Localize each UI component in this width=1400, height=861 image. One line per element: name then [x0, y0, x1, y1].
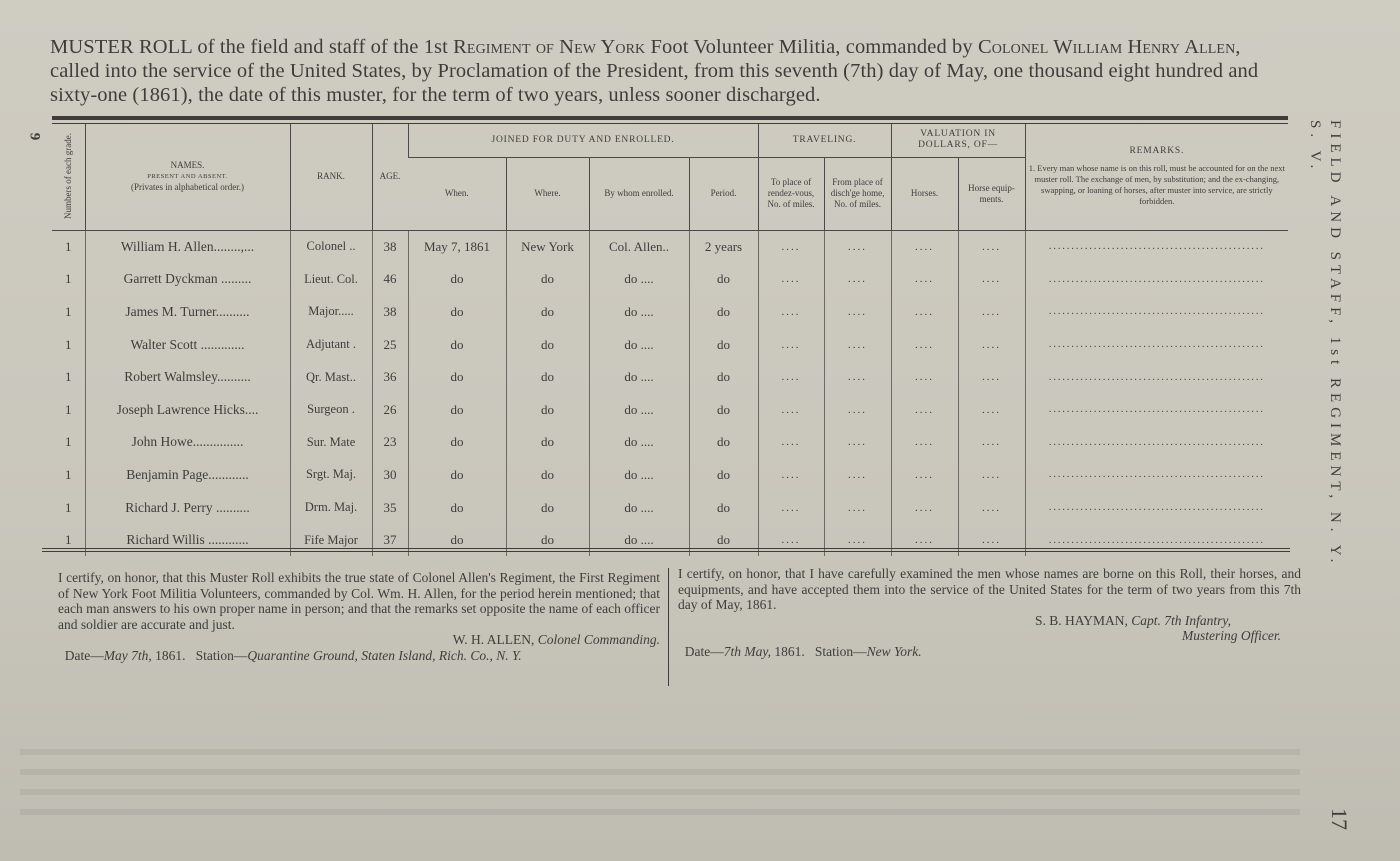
cell-horse-equipments: .... — [958, 230, 1025, 263]
cell-where: do — [506, 296, 589, 329]
cell-age: 23 — [372, 426, 408, 459]
header-valuation: VALUATION IN DOLLARS, OF— — [891, 124, 1025, 157]
cell-period: do — [689, 328, 758, 361]
cell-horse-equipments: .... — [958, 328, 1025, 361]
page-number: 9 — [26, 132, 43, 141]
header-to-place: To place of rendez-vous, No. of miles. — [758, 157, 824, 230]
cell-when: do — [408, 491, 506, 524]
header-rank: RANK. — [290, 124, 372, 230]
certification-text: I certify, on honor, that this Muster Roll exhibits the true state of Colonel Allen's Regiment, the First Regiment of New York Foot Militia Volunteers, commanded by Col. Wm. H. Allen, for the period herein mentioned; that each man answers to his own proper name in person; and that the remarks set opposite the name of each officer and soldier are accurate and just. — [58, 570, 660, 632]
cell-name: Garrett Dyckman ......... — [85, 263, 290, 296]
cell-by-whom: do .... — [589, 328, 689, 361]
cell-name: Richard J. Perry .......... — [85, 491, 290, 524]
cell-remarks: ................................................ — [1025, 328, 1288, 361]
cell-horses: .... — [891, 393, 958, 426]
cell-rank: Surgeon . — [290, 393, 372, 426]
cell-when: do — [408, 296, 506, 329]
page-title: MUSTER ROLL of the field and staff of the 1st Regiment of New York Foot Volunteer Militia, commanded by Colonel William Henry Allen, called into the service of the United States, by Proclamation of the President, from this seventh (7th) day of May, one thousand eight hundred and sixty-one (1861), the date of this muster, for the term of two years, unless sooner discharged. — [50, 36, 1259, 106]
cell-number: 1 — [65, 466, 72, 482]
cell-horses: .... — [891, 524, 958, 557]
cell-to-place: .... — [758, 491, 824, 524]
cell-by-whom: Col. Allen.. — [589, 230, 689, 263]
cell-name: Robert Walmsley.......... — [85, 361, 290, 394]
table-row — [52, 459, 1288, 492]
cell-from-place: .... — [824, 524, 891, 557]
cell-by-whom: do .... — [589, 426, 689, 459]
cell-number: 1 — [65, 369, 72, 385]
cell-number: 1 — [65, 336, 72, 352]
cell-horses: .... — [891, 459, 958, 492]
cell-when: do — [408, 328, 506, 361]
cell-number: 1 — [65, 532, 72, 548]
cell-when: do — [408, 361, 506, 394]
header-names: NAMES. PRESENT AND ABSENT. (Privates in alphabetical order.) — [85, 124, 290, 230]
cell-period: do — [689, 524, 758, 557]
cell-remarks: ................................................ — [1025, 296, 1288, 329]
cell-rank: Qr. Mast.. — [290, 361, 372, 394]
cell-rank: Adjutant . — [290, 328, 372, 361]
cell-horse-equipments: .... — [958, 426, 1025, 459]
cell-by-whom: do .... — [589, 263, 689, 296]
cell-when: do — [408, 263, 506, 296]
header-when: When. — [408, 157, 506, 230]
cell-period: do — [689, 459, 758, 492]
cell-horse-equipments: .... — [958, 296, 1025, 329]
roll-body — [52, 230, 1288, 556]
cell-by-whom: do .... — [589, 296, 689, 329]
cell-age: 36 — [372, 361, 408, 394]
signature-colonel: W. H. ALLEN, Colonel Commanding. — [452, 632, 660, 647]
date-station-colonel: Date—May 7th, 1861. Station—Quarantine Ground, Staten Island, Rich. Co., N. Y. — [64, 647, 522, 663]
cell-rank: Fife Major — [290, 524, 372, 557]
cell-rank: Drm. Maj. — [290, 491, 372, 524]
cell-remarks: ................................................ — [1025, 524, 1288, 557]
cell-to-place: .... — [758, 361, 824, 394]
cell-to-place: .... — [758, 393, 824, 426]
cell-remarks: ................................................ — [1025, 426, 1288, 459]
cell-name: Walter Scott ............. — [85, 328, 290, 361]
table-bottom-rule — [42, 548, 1290, 549]
cell-when: May 7, 1861 — [408, 230, 506, 263]
cell-to-place: .... — [758, 296, 824, 329]
cell-where: do — [506, 263, 589, 296]
header-horses: Horses. — [891, 157, 958, 230]
muster-roll-table — [52, 124, 1288, 556]
cell-horse-equipments: .... — [958, 491, 1025, 524]
cell-period: do — [689, 263, 758, 296]
cell-to-place: .... — [758, 328, 824, 361]
cell-horses: .... — [891, 263, 958, 296]
table-row — [52, 361, 1288, 394]
cell-period: do — [689, 393, 758, 426]
cell-number: 1 — [65, 499, 72, 515]
table-row — [52, 328, 1288, 361]
cell-rank: Lieut. Col. — [290, 263, 372, 296]
cell-where: do — [506, 524, 589, 557]
cell-to-place: .... — [758, 230, 824, 263]
cell-from-place: .... — [824, 230, 891, 263]
cell-period: do — [689, 426, 758, 459]
cell-remarks: ................................................ — [1025, 263, 1288, 296]
header-remarks: REMARKS. 1. Every man whose name is on this roll, must be accounted for on the next muster roll. The exchange of men, by substitution; and the ex-changing, swapping, or loaning of horses, after muster into service, are strictly forbidden. — [1025, 124, 1288, 230]
cell-remarks: ................................................ — [1025, 361, 1288, 394]
cell-age: 30 — [372, 459, 408, 492]
cell-age: 38 — [372, 296, 408, 329]
cell-age: 25 — [372, 328, 408, 361]
cell-from-place: .... — [824, 459, 891, 492]
cell-age: 46 — [372, 263, 408, 296]
date-station-officer: Date—7th May, 1861. Station—New York. — [684, 643, 922, 659]
cell-remarks: ................................................ — [1025, 230, 1288, 263]
cell-rank: Major..... — [290, 296, 372, 329]
table-row — [52, 491, 1288, 524]
bleed-through-text — [20, 735, 1300, 855]
cell-when: do — [408, 393, 506, 426]
cell-where: do — [506, 459, 589, 492]
cell-horse-equipments: .... — [958, 524, 1025, 557]
cell-period: do — [689, 296, 758, 329]
cell-by-whom: do .... — [589, 393, 689, 426]
cell-name: William H. Allen........,... — [85, 230, 290, 263]
cell-from-place: .... — [824, 426, 891, 459]
cell-age: 38 — [372, 230, 408, 263]
cell-horses: .... — [891, 230, 958, 263]
signature-mustering-officer: S. B. HAYMAN, Capt. 7th Infantry, — [1034, 612, 1231, 628]
cell-remarks: ................................................ — [1025, 491, 1288, 524]
cell-when: do — [408, 524, 506, 557]
cell-horses: .... — [891, 328, 958, 361]
cell-by-whom: do .... — [589, 361, 689, 394]
cell-by-whom: do .... — [589, 524, 689, 557]
certification-colonel — [58, 570, 660, 663]
cell-period: do — [689, 361, 758, 394]
cell-from-place: .... — [824, 263, 891, 296]
cell-horses: .... — [891, 296, 958, 329]
header-joined: JOINED FOR DUTY AND ENROLLED. — [408, 124, 758, 157]
cell-rank: Sur. Mate — [290, 426, 372, 459]
cell-from-place: .... — [824, 361, 891, 394]
signer-role: Mustering Officer. — [1182, 628, 1281, 643]
title-rule — [52, 116, 1288, 120]
cell-remarks: ................................................ — [1025, 459, 1288, 492]
cell-when: do — [408, 459, 506, 492]
cell-number: 1 — [52, 230, 85, 263]
cell-number: 1 — [65, 303, 72, 319]
table-row — [52, 230, 1288, 263]
table-row — [52, 263, 1288, 296]
cell-where: do — [506, 393, 589, 426]
cell-number: 1 — [65, 401, 72, 417]
cell-where: do — [506, 361, 589, 394]
certification-mustering-officer — [678, 566, 1301, 659]
cell-from-place: .... — [824, 393, 891, 426]
certification-text: I certify, on honor, that I have carefully examined the men whose names are borne on this Roll, their horses, and equipments, and have accepted them into the service of the United States for the term of two years from this 7th day of May, 1861. — [678, 566, 1301, 612]
cell-period: 2 years — [689, 230, 758, 263]
table-row — [52, 426, 1288, 459]
cell-age: 26 — [372, 393, 408, 426]
cell-horse-equipments: .... — [958, 393, 1025, 426]
cell-period: do — [689, 491, 758, 524]
header-from-place: From place of disch'ge home, No. of miles. — [824, 157, 891, 230]
cell-rank: Colonel .. — [290, 230, 372, 263]
cell-from-place: .... — [824, 296, 891, 329]
cell-rank: Srgt. Maj. — [290, 459, 372, 492]
cell-name: Richard Willis ............ — [85, 524, 290, 557]
header-age: AGE. — [372, 124, 408, 230]
folio-number: 17 — [1327, 808, 1352, 830]
cell-age: 35 — [372, 491, 408, 524]
cell-by-whom: do .... — [589, 459, 689, 492]
cell-when: do — [408, 426, 506, 459]
header-traveling: TRAVELING. — [758, 124, 891, 157]
cell-remarks: ................................................ — [1025, 393, 1288, 426]
cell-where: do — [506, 491, 589, 524]
cell-horses: .... — [891, 361, 958, 394]
table-row — [52, 393, 1288, 426]
cell-horse-equipments: .... — [958, 459, 1025, 492]
table-bottom-rule-2 — [42, 551, 1290, 552]
cell-from-place: .... — [824, 328, 891, 361]
cell-name: Benjamin Page............ — [85, 459, 290, 492]
cell-horses: .... — [891, 491, 958, 524]
header-horse-equipments: Horse equip-ments. — [958, 157, 1025, 230]
certification-divider — [668, 568, 669, 686]
cell-to-place: .... — [758, 263, 824, 296]
cell-by-whom: do .... — [589, 491, 689, 524]
cell-to-place: .... — [758, 524, 824, 557]
cell-where: New York — [506, 230, 589, 263]
header-numbers: Numbers of each grade. — [52, 124, 85, 230]
cell-to-place: .... — [758, 459, 824, 492]
header-where: Where. — [506, 157, 589, 230]
table-row — [52, 296, 1288, 329]
cell-from-place: .... — [824, 491, 891, 524]
cell-horse-equipments: .... — [958, 361, 1025, 394]
cell-name: James M. Turner.......... — [85, 296, 290, 329]
cell-horses: .... — [891, 426, 958, 459]
header-period: Period. — [689, 157, 758, 230]
running-head: FIELD AND STAFF, 1st REGIMENT, N. Y. S. V. — [1307, 120, 1343, 568]
cell-name: John Howe............... — [85, 426, 290, 459]
cell-number: 1 — [65, 434, 72, 450]
header-by-whom: By whom enrolled. — [589, 157, 689, 230]
cell-number: 1 — [65, 271, 72, 287]
cell-horse-equipments: .... — [958, 263, 1025, 296]
cell-to-place: .... — [758, 426, 824, 459]
cell-where: do — [506, 426, 589, 459]
cell-name: Joseph Lawrence Hicks.... — [85, 393, 290, 426]
cell-age: 37 — [372, 524, 408, 557]
cell-where: do — [506, 328, 589, 361]
